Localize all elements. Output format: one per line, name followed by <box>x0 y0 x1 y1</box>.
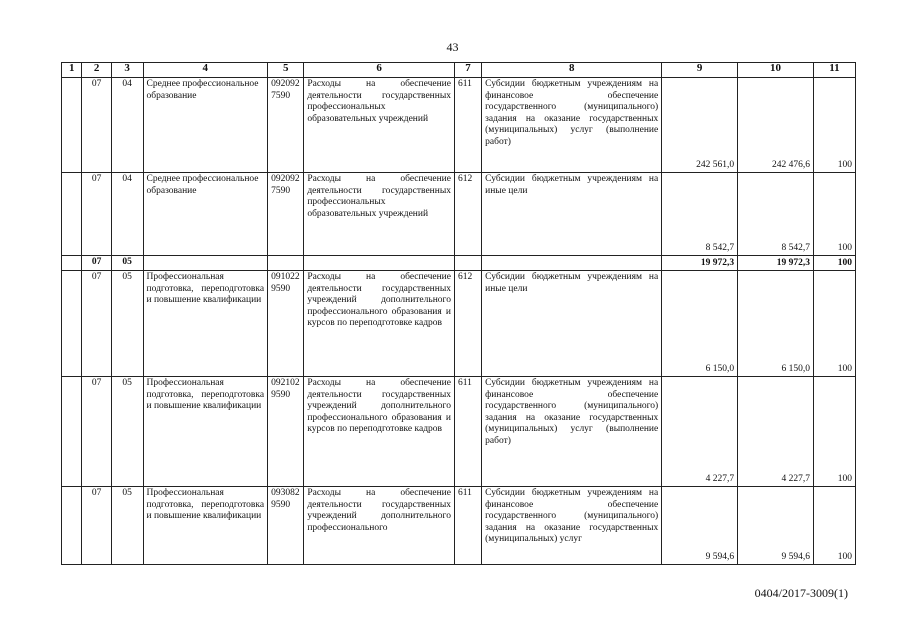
cell-subsection: 04 <box>111 173 143 256</box>
cell-col1 <box>62 256 82 271</box>
cell-actual: 4 227,7 <box>738 377 814 487</box>
cell-target-name <box>304 256 455 271</box>
cell-subsection-name <box>143 256 268 271</box>
cell-section: 07 <box>82 271 111 377</box>
cell-section: 07 <box>82 256 111 271</box>
cell-subsection-name: Профессиональная подготовка, переподготовка и повышение квалификации <box>143 377 268 487</box>
cell-target-name: Расходы на обеспечение деятельности государственных профессиональных образовательных учреждений <box>304 78 455 173</box>
page-number: 43 <box>446 40 459 54</box>
cell-planned: 242 561,0 <box>662 78 738 173</box>
budget-table <box>61 62 856 565</box>
column-header: 7 <box>454 63 481 78</box>
cell-target-code: 092102 9590 <box>268 377 304 487</box>
summary-row <box>62 256 856 271</box>
cell-planned: 6 150,0 <box>662 271 738 377</box>
cell-planned: 8 542,7 <box>662 173 738 256</box>
cell-expense-type: 612 <box>454 173 481 256</box>
cell-expense-type-name <box>482 256 662 271</box>
cell-expense-type: 611 <box>454 78 481 173</box>
cell-subsection: 04 <box>111 78 143 173</box>
cell-target-code <box>268 256 304 271</box>
cell-col1 <box>62 78 82 173</box>
cell-target-name: Расходы на обеспечение деятельности государственных учреждений дополнительного профессионального образования и курсов по переподготовке кадров <box>304 271 455 377</box>
table-row <box>62 377 856 487</box>
cell-percent: 100 <box>813 377 855 487</box>
cell-actual: 242 476,6 <box>738 78 814 173</box>
table-row <box>62 271 856 377</box>
table-row <box>62 487 856 565</box>
cell-section: 07 <box>82 487 111 565</box>
cell-target-code: 092092 7590 <box>268 173 304 256</box>
column-header: 3 <box>111 63 143 78</box>
column-header: 2 <box>82 63 111 78</box>
cell-planned: 19 972,3 <box>662 256 738 271</box>
cell-planned: 4 227,7 <box>662 377 738 487</box>
cell-subsection: 05 <box>111 487 143 565</box>
cell-actual: 6 150,0 <box>738 271 814 377</box>
cell-col1 <box>62 487 82 565</box>
column-header: 10 <box>738 63 814 78</box>
cell-section: 07 <box>82 173 111 256</box>
cell-actual: 8 542,7 <box>738 173 814 256</box>
cell-expense-type-name: Субсидии бюджетным учреждениям на финансовое обеспечение государственного (муниципального) задания на оказание государственных (муниципальных) услуг (выполнение работ) <box>482 377 662 487</box>
cell-percent: 100 <box>813 256 855 271</box>
column-header: 8 <box>482 63 662 78</box>
cell-expense-type-name: Субсидии бюджетным учреждениям на финансовое обеспечение государственного (муниципального) задания на оказание государственных (муниципальных) услуг <box>482 487 662 565</box>
table-row <box>62 173 856 256</box>
cell-actual: 19 972,3 <box>738 256 814 271</box>
column-header: 11 <box>813 63 855 78</box>
cell-expense-type: 612 <box>454 271 481 377</box>
cell-expense-type-name: Субсидии бюджетным учреждениям на иные цели <box>482 173 662 256</box>
cell-expense-type <box>454 256 481 271</box>
cell-planned: 9 594,6 <box>662 487 738 565</box>
cell-subsection: 05 <box>111 271 143 377</box>
cell-percent: 100 <box>813 271 855 377</box>
cell-col1 <box>62 173 82 256</box>
column-header: 4 <box>143 63 268 78</box>
table-header-row <box>62 63 856 78</box>
cell-section: 07 <box>82 377 111 487</box>
cell-col1 <box>62 271 82 377</box>
cell-expense-type: 611 <box>454 377 481 487</box>
document-code: 0404/2017-3009(1) <box>754 586 848 600</box>
cell-target-name: Расходы на обеспечение деятельности государственных учреждений дополнительного профессионального образования и курсов по переподготовке кадров <box>304 377 455 487</box>
cell-actual: 9 594,6 <box>738 487 814 565</box>
cell-percent: 100 <box>813 78 855 173</box>
cell-subsection-name: Среднее профессиональное образование <box>143 78 268 173</box>
cell-expense-type: 611 <box>454 487 481 565</box>
cell-subsection-name: Профессиональная подготовка, переподготовка и повышение квалификации <box>143 271 268 377</box>
column-header: 1 <box>62 63 82 78</box>
cell-expense-type-name: Субсидии бюджетным учреждениям на финансовое обеспечение государственного (муниципального) задания на оказание государственных (муниципальных) услуг (выполнение работ) <box>482 78 662 173</box>
cell-target-name: Расходы на обеспечение деятельности государственных учреждений дополнительного профессионального <box>304 487 455 565</box>
cell-percent: 100 <box>813 487 855 565</box>
table-row <box>62 78 856 173</box>
cell-col1 <box>62 377 82 487</box>
cell-target-code: 092092 7590 <box>268 78 304 173</box>
cell-target-code: 091022 9590 <box>268 271 304 377</box>
column-header: 9 <box>662 63 738 78</box>
column-header: 5 <box>268 63 304 78</box>
cell-percent: 100 <box>813 173 855 256</box>
cell-subsection: 05 <box>111 256 143 271</box>
cell-section: 07 <box>82 78 111 173</box>
cell-subsection-name: Профессиональная подготовка, переподготовка и повышение квалификации <box>143 487 268 565</box>
cell-target-name: Расходы на обеспечение деятельности государственных профессиональных образовательных учреждений <box>304 173 455 256</box>
cell-target-code: 093082 9590 <box>268 487 304 565</box>
column-header: 6 <box>304 63 455 78</box>
cell-subsection-name: Среднее профессиональное образование <box>143 173 268 256</box>
cell-expense-type-name: Субсидии бюджетным учреждениям на иные цели <box>482 271 662 377</box>
cell-subsection: 05 <box>111 377 143 487</box>
